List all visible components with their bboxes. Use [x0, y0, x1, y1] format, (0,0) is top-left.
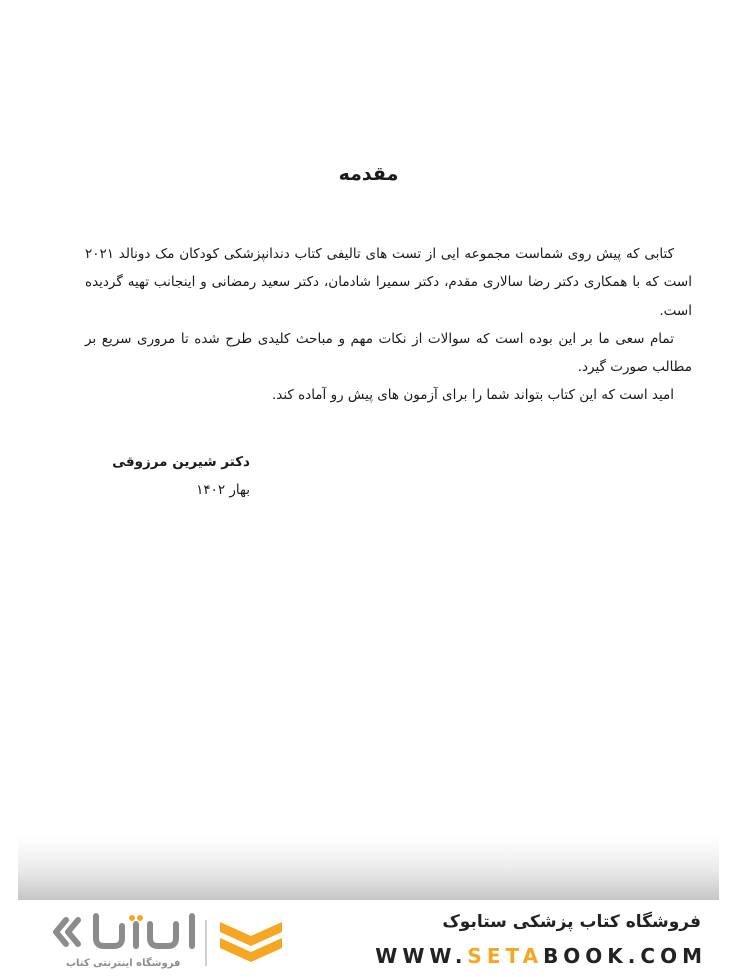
url-accent: SETA [467, 944, 544, 968]
store-url[interactable] [375, 944, 707, 968]
signature-block [100, 448, 250, 504]
preface-paragraph-2: تمام سعی ما بر این بوده است که سوالات از نکات مهم و مباحث کلیدی طرح شده تا مروری سریع بر مطالب صورت گیرد. [85, 330, 692, 376]
publish-date: بهار ۱۴۰۲ [196, 482, 250, 498]
brand-subtitle: فروشگاه اینترنتی کتاب [66, 958, 181, 969]
open-book-icon [216, 916, 286, 968]
setabook-logo-icon [52, 912, 202, 954]
author-name: دکتر شیرین مرزوقی [112, 454, 250, 470]
preface-paragraph-1: کتابی که پیش روی شماست مجموعه ایی از تست های تالیفی کتاب دندانپزشکی کودکان مک دونالد ۲۰۲۱ است که با همکاری دکتر رضا سالاری مقدم، دکتر سمیرا شادمان، دکتر سعید رمضانی و اینجانب تهیه گردیده است. [85, 246, 692, 319]
store-footer [0, 900, 737, 977]
footer-divider [205, 920, 207, 966]
preface-body [85, 240, 692, 410]
url-prefix: WWW. [375, 944, 468, 968]
url-rest: BOOK.COM [543, 944, 707, 968]
page-title: مقدمه [338, 163, 399, 185]
preface-paragraph-3: امید است که این کتاب بتواند شما را برای آزمون های پیش رو آماده کند. [271, 387, 674, 404]
footer-shade [18, 836, 719, 900]
store-name: فروشگاه کتاب پزشکی ستابوک [442, 912, 701, 932]
